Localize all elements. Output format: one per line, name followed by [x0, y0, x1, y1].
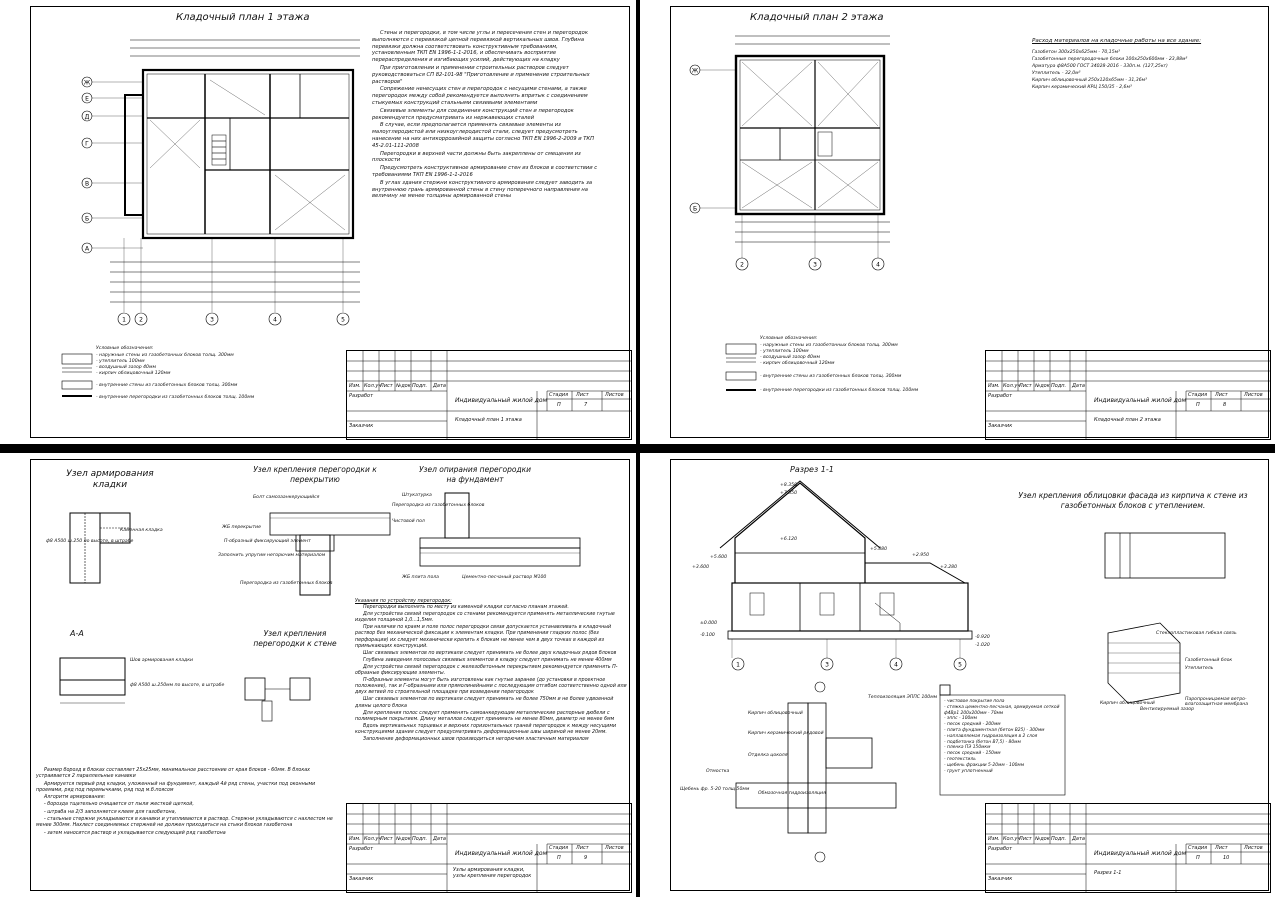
text-label: - эппс - 100мм	[944, 716, 977, 722]
legend-item: - внутренние перегородки из газобетонных блоков толщ. 100мм	[760, 388, 919, 393]
text-label: 10	[1223, 855, 1230, 861]
elevation-mark: -1.020	[975, 643, 990, 648]
elevation-mark: +6.120	[780, 537, 798, 542]
text-label: Вдоль вертикальных торцевых и верхних горизонтальных граней перегородок к между несущими конструкциями здания следует предусматривать деформационные швы шириной не менее 20мм.	[355, 723, 617, 735]
label-fill: Заполнить упругим негорючим материалом	[218, 553, 326, 558]
text-label: Шаг связевых элементов по вертикали следует принимать не более двух кладочных рядов блоков	[363, 650, 617, 656]
facade-label: Паропроницаемая ветро-влагозащитная мембрана	[1185, 697, 1249, 707]
elevation-mark: +2.950	[912, 553, 930, 558]
text-label: - стальные стержни укладываются в канавки и утапливаются в раствор. Стержни укладываются с нахлестом не менее 300мм. Нахлест соединяемых стержней не должен приходиться на стыки блоков газобетона	[36, 817, 333, 829]
text-label: №док	[396, 383, 411, 389]
label-floor-slab: ЖБ плита пола	[402, 575, 440, 580]
text-label: - плита фундаментная (бетон В25) - 300мм	[944, 727, 1045, 733]
detail-label: Кирпич керамический рядовой	[748, 731, 824, 736]
legend-item: - кирпич облицовочный 120мм	[96, 371, 171, 376]
text-label: Разработ	[988, 393, 1013, 399]
elevation-mark: -0.920	[975, 635, 990, 640]
detail-label: Щебень фр. 5-20 толщ.50мм	[680, 787, 750, 792]
text-label: Заказчик	[349, 876, 374, 882]
text-label: Заполнение деформационных швов производиться негорючим эластичным материалом	[363, 736, 589, 742]
text-label: - подбетонка (бетон В7,5) - 80мм	[944, 739, 1021, 745]
text-label: 9	[584, 855, 588, 861]
text-label: Подп.	[412, 383, 428, 389]
text-label: Разработ	[349, 846, 374, 852]
axis-label: 4	[894, 661, 898, 669]
text-label: Кол.уч	[1003, 836, 1021, 842]
sheet-floor1-masonry-plan	[0, 0, 636, 444]
text-label: При приготовлении и применении строительных растворов следует руководствоваться СП 82-101-98 "Приготовление и применение строительных растворов"	[372, 64, 590, 85]
section-title: Разрез 1-1	[790, 465, 834, 474]
text-label: Разработ	[988, 846, 1013, 852]
axis-label: Е	[85, 95, 89, 103]
detail-label: Теплоизоляция ЭППС 100мм	[868, 695, 938, 700]
legend-item: - кирпич облицовочный 120мм	[760, 361, 835, 366]
text-label: - штраба на 2/3 заполняется клеем для газобетона,	[44, 809, 177, 815]
label-mortar: Цементно-песчаный раствор М100	[462, 575, 547, 580]
axis-label: 3	[210, 316, 214, 324]
foundation-node-title: Узел опирания перегородки на фундамент	[418, 465, 532, 484]
material-item: Газобетон 300х250х625мм - 70,15м³	[1032, 50, 1120, 55]
text-label: Шаг связевых элементов по вертикали следует принимать не более 750мм и не более удвоенной длины целого блока	[355, 697, 614, 709]
text-label: Листов	[1244, 845, 1263, 851]
materials-title: Расход материалов на кладочные работы на все здание:	[1032, 38, 1202, 44]
axis-label: 1	[736, 661, 740, 669]
axis-label: А	[84, 245, 90, 253]
label-partition: Перегородка из газобетонных блоков	[240, 581, 333, 586]
material-item: Кирпич облицовочный 250х120х65мм - 31,36м³	[1032, 78, 1147, 83]
text-label: Алгоритм армирования:	[44, 795, 106, 801]
text-label: Для устройства связей перегородок с железобетонным перекрытием рекомендуется применять П-образные фиксирующие элементы.	[355, 664, 618, 677]
text-label: №док	[396, 836, 411, 842]
text-label: Кол.уч	[364, 383, 382, 389]
axis-label: 3	[813, 261, 817, 269]
general-notes	[372, 30, 600, 201]
legend-item: - внутренние стены из газобетонных блоков толщ. 300мм	[96, 383, 238, 388]
text-label: П-образные элементы могут быть изготовлены как гнутые заранее (до установки в проектное положение), так и Г-образными или прямолинейными с последующим отгибом соответственно одной или двух ветвей по строительной площадке при возведении перегородок	[355, 678, 627, 696]
legend-item: - утеплитель 100мм	[760, 349, 809, 354]
axis-label: Г	[85, 140, 89, 148]
elevation-mark: +5.600	[710, 555, 728, 560]
text-label: Изм.	[988, 383, 1000, 389]
axis-label: В	[84, 180, 90, 188]
project-name: Индивидуальный жилой дом	[1094, 850, 1187, 857]
detail-label: Отделка цоколя	[748, 753, 788, 758]
text-label: Дата	[433, 836, 446, 842]
text-label: №док	[1035, 836, 1050, 842]
text-label: Кол.уч	[1003, 383, 1021, 389]
label-u-element: П-образный фиксирующий элемент	[224, 539, 311, 544]
text-label: 7	[584, 402, 588, 408]
text-label: Указания по устройству перегородок:	[355, 599, 452, 604]
text-label: Лист	[576, 845, 589, 851]
partition-notes	[355, 599, 630, 744]
facade-label: Газобетонный блок	[1185, 658, 1233, 663]
axis-label: 3	[825, 661, 829, 669]
sheet-partition-nodes	[0, 453, 636, 897]
axis-label: 2	[740, 261, 744, 269]
text-label: Связевые элементы для соединения конструкций стен и перегородок рекомендуется предусматривать из нержавеющих сталей	[372, 107, 574, 121]
text-label: Для устройства связей перегородок со стенами рекомендуется применять металлические гнутые изделия толщиной 1,0...1,5мм.	[355, 612, 615, 624]
text-label: Стадия	[549, 845, 569, 851]
text-label: Заказчик	[349, 423, 374, 429]
sheet-name: Кладочный план 1 этажа	[455, 417, 522, 423]
axis-label: Б	[692, 205, 698, 213]
text-label: Дата	[433, 383, 446, 389]
text-label: Кол.уч	[364, 836, 382, 842]
label-plaster: Штукатурка	[402, 493, 432, 498]
text-label: Листов	[1244, 392, 1263, 398]
facade-label: Стеклопластиковая гибкая связь	[1156, 631, 1237, 636]
legend-title: Условные обозначения:	[760, 336, 818, 341]
text-label: Лист	[380, 836, 393, 842]
legend-title: Условные обозначения:	[96, 346, 154, 351]
material-item: Кирпич керамический КРЦ 150/35 - 2,6м³	[1032, 85, 1132, 90]
text-label: Дата	[1072, 383, 1085, 389]
text-label: Предусмотреть конструктивное армирование стен из блоков в соответствии с требованиями ТКП EN 1996-1-1-2016	[372, 165, 598, 178]
text-label: Стадия	[1188, 392, 1208, 398]
reinforcement-algorithm	[36, 768, 336, 838]
legend-item: - наружные стены из газобетонных блоков толщ. 300мм	[96, 353, 234, 358]
label-partition: Перегородка из газобетонных блоков	[392, 503, 485, 508]
ceiling-node-title: Узел крепления перегородки к перекрытию	[253, 465, 377, 484]
title-block	[346, 803, 632, 893]
sheet-title: Кладочный план 2 этажа	[750, 12, 884, 23]
legend-item: - внутренние стены из газобетонных блоков толщ. 300мм	[760, 374, 902, 379]
material-item: Арматура ф8А500 ГОСТ 34028-2016 - 330п.м. (127,25кг)	[1032, 64, 1168, 69]
axis-label: Д	[84, 113, 90, 121]
text-label: Размер борозд в блоках составляет 25х25мм, минимальное расстояние от края блоков - 60мм. В блоках устраивается 2 параллельные канавки	[36, 768, 311, 780]
text-label: Лист	[1215, 392, 1228, 398]
legend-item: - внутренние перегородки из газобетонных блоков толщ. 100мм	[96, 395, 255, 400]
sheet-name: Разрез 1-1	[1094, 870, 1122, 876]
facade-node-title: Узел крепления облицовки фасада из кирпича к стене из газобетонных блоков с утеплением.	[1018, 491, 1248, 510]
axis-label: 1	[122, 316, 126, 324]
text-label: - затем наносится раствор и укладывается следующий ряд газобетона	[44, 830, 226, 836]
project-name: Индивидуальный жилой дом	[455, 850, 548, 857]
title-block	[985, 350, 1271, 440]
elevation-mark: +3.600	[692, 565, 710, 570]
text-label: Заказчик	[988, 876, 1013, 882]
sheet-title: Кладочный план 1 этажа	[176, 12, 310, 23]
project-name: Индивидуальный жилой дом	[455, 397, 548, 404]
text-label: Подп.	[1051, 836, 1067, 842]
axis-label: 5	[958, 661, 962, 669]
text-label: Лист	[1019, 383, 1032, 389]
facade-label: Кирпич облицовочный	[1100, 701, 1155, 706]
text-label: П	[557, 402, 561, 408]
facade-label: Утеплитель	[1185, 666, 1214, 671]
label-joint: Шов армирования кладки	[130, 658, 193, 663]
sheet-floor2-masonry-plan	[640, 0, 1275, 444]
title-block	[346, 350, 632, 440]
text-label: Изм.	[988, 836, 1000, 842]
text-label: Стены и перегородки, в том числе углы и пересечения стен и перегородок выполняются с перевязкой цепной перевязкой вертикальных швов. Глубина перевязки должна соответствовать конструктивным требованиям, установленным ТКП EN 1996-1-1-2016, и обеспечивать восприятие перераспределения и изгибающих усилий, действующих на кладку	[372, 30, 588, 64]
text-label: - песок средний - 200мм	[944, 722, 1001, 728]
text-label: Глубина заведения полосовых связевых элементов в кладку следует принимать не менее 400мм	[363, 657, 612, 663]
elevation-mark: +3.280	[940, 565, 958, 570]
text-label: Армируется первый ряд кладки, уложенный на фундамент, каждый 4й ряд стены, участки под оконными проемами, ряд под перемычками, ряд под м.б.поясом	[36, 781, 316, 793]
text-label: Разработ	[349, 393, 374, 399]
text-label: П	[1196, 855, 1200, 861]
project-name: Индивидуальный жилой дом	[1094, 397, 1187, 404]
text-label: Сопряжение ненесущих стен и перегородок с несущими стенами, а также перегородок между собой рекомендуется выполнять впритык с соединением стыкуемых конструкций стальными связевыми элементами	[372, 86, 588, 106]
elevation-mark: +8.350	[780, 483, 798, 488]
text-label: Изм.	[349, 836, 361, 842]
material-item: Утеплитель - 32,0м³	[1032, 71, 1081, 76]
text-label: - песок средний - 150мм	[944, 751, 1001, 757]
label-bolt: Болт самозаанкерующийся	[253, 495, 320, 500]
text-label: Лист	[380, 383, 393, 389]
wall-node-title: Узел крепления перегородки к стене	[253, 629, 337, 648]
text-label: - грунт уплотненный	[944, 768, 993, 774]
text-label: - пленка ПЭ 150мкм	[944, 745, 991, 751]
legend-item: - наружные стены из газобетонных блоков толщ. 300мм	[760, 343, 898, 348]
axis-label: 4	[273, 316, 277, 324]
elevation-mark: +7.850	[780, 491, 798, 496]
detail-label: Обмазочная гидроизоляция	[758, 791, 826, 796]
text-label: В углах здания стержни конструктивного армирования следует заводить за внутреннюю грань армированной стены в стену поперечного направления на величину не менее толщины армированной стены	[372, 179, 593, 200]
text-label: Лист	[1215, 845, 1228, 851]
elevation-mark: +5.880	[870, 547, 888, 552]
text-label: Дата	[1072, 836, 1085, 842]
legend-item: - воздушный зазор 40мм	[96, 365, 156, 370]
label-finish-floor: Чистовой пол	[392, 519, 425, 524]
label-rebar: ф8 А500 ш.250мм по высоте, в штрабе	[130, 683, 225, 688]
text-label: Подп.	[1051, 383, 1067, 389]
text-label: Перегородки выполнять по месту из каменной кладки согласно планам этажей.	[363, 605, 569, 611]
text-label: П	[557, 855, 561, 861]
axis-label: 4	[876, 261, 880, 269]
facade-label: Вентилируемый зазор	[1140, 707, 1194, 712]
text-label: Подп.	[412, 836, 428, 842]
sheet-name: Узлы армирования кладки, узлы крепления перегородок	[453, 867, 532, 879]
text-label: Лист	[1019, 836, 1032, 842]
detail-label: Отмостка	[706, 769, 730, 774]
text-label: П	[1196, 402, 1200, 408]
section-aa-title: А-А	[70, 629, 84, 638]
text-label: В случае, если предполагается применять связевые элементы из малоуглеродистой или низкоуглеродистой стали, следует предусмотреть нанесение на них антикоррозийной защиты согласно ТКП EN 1996-2-2009 и ТКП 45-2.01-111-2008	[372, 122, 594, 149]
axis-label: Б	[84, 215, 90, 223]
text-label: Заказчик	[988, 423, 1013, 429]
text-label: Стадия	[549, 392, 569, 398]
elevation-mark: ±0.000	[700, 621, 718, 626]
text-label: Перегородки в верхней части должны быть закреплены от смещения из плоскости	[372, 150, 581, 164]
sheet-name: Кладочный план 2 этажа	[1094, 417, 1161, 423]
axis-label: 2	[139, 316, 143, 324]
text-label: 8	[1223, 402, 1227, 408]
text-label: При наличии по краям и поле полос перегородки связи допускается устанавливать в кладочный раствор без механической фиксации к элементам кладки. При применении гладких полос (без перфорации) их следует механически крепить к блокам не менее чем в двух точках в каждой из примыкающих конструкций.	[355, 625, 612, 649]
text-label: - щебень фракции 5-20мм - 100мм	[944, 762, 1025, 768]
text-label: Стадия	[1188, 845, 1208, 851]
text-label: - геотекстиль	[944, 756, 976, 762]
reinforcement-node-title: Узел армирования кладки	[66, 469, 154, 490]
axis-label: 5	[341, 316, 345, 324]
legend-item: - воздушный зазор 40мм	[760, 355, 820, 360]
floor-layers-list	[944, 699, 1064, 774]
label-masonry: Каменная кладка	[120, 528, 163, 533]
text-label: - наплавляемая гидроизоляция в 2 слоя	[944, 733, 1038, 739]
text-label: Для крепления полос следует применять самоанкерующие металлические распорные дюбели с полимерным покрытием. Длину металлов следует принимать не менее 80мм, диаметр не менее 6мм	[355, 710, 615, 722]
text-label: Листов	[605, 392, 624, 398]
text-label: - стяжка цементно-песчаная, армируемая сеткой ф4Вр1 200х200мм - 70мм	[944, 704, 1060, 716]
text-label: №док	[1035, 383, 1050, 389]
elevation-mark: -0.100	[700, 633, 715, 638]
label-rebar: ф8 А500 ш.250 по высоте, в штрабе	[46, 539, 134, 544]
label-slab: ЖБ перекрытие	[222, 525, 261, 530]
text-label: Листов	[605, 845, 624, 851]
text-label: Изм.	[349, 383, 361, 389]
axis-label: Ж	[691, 67, 699, 75]
axis-label: Ж	[83, 79, 91, 87]
sheet-section-1-1	[640, 453, 1275, 897]
detail-label: Кирпич облицовочный	[748, 711, 803, 716]
text-label: - чистовое покрытие пола	[944, 699, 1005, 704]
legend-item: - утеплитель 100мм	[96, 359, 145, 364]
text-label: Лист	[576, 392, 589, 398]
material-item: Газобетонные перегородочные блоки 100х250х600мм - 23,88м³	[1032, 57, 1188, 62]
title-block	[985, 803, 1271, 893]
text-label: - борозда тщательно очищается от пыли жесткой щеткой,	[44, 802, 194, 808]
